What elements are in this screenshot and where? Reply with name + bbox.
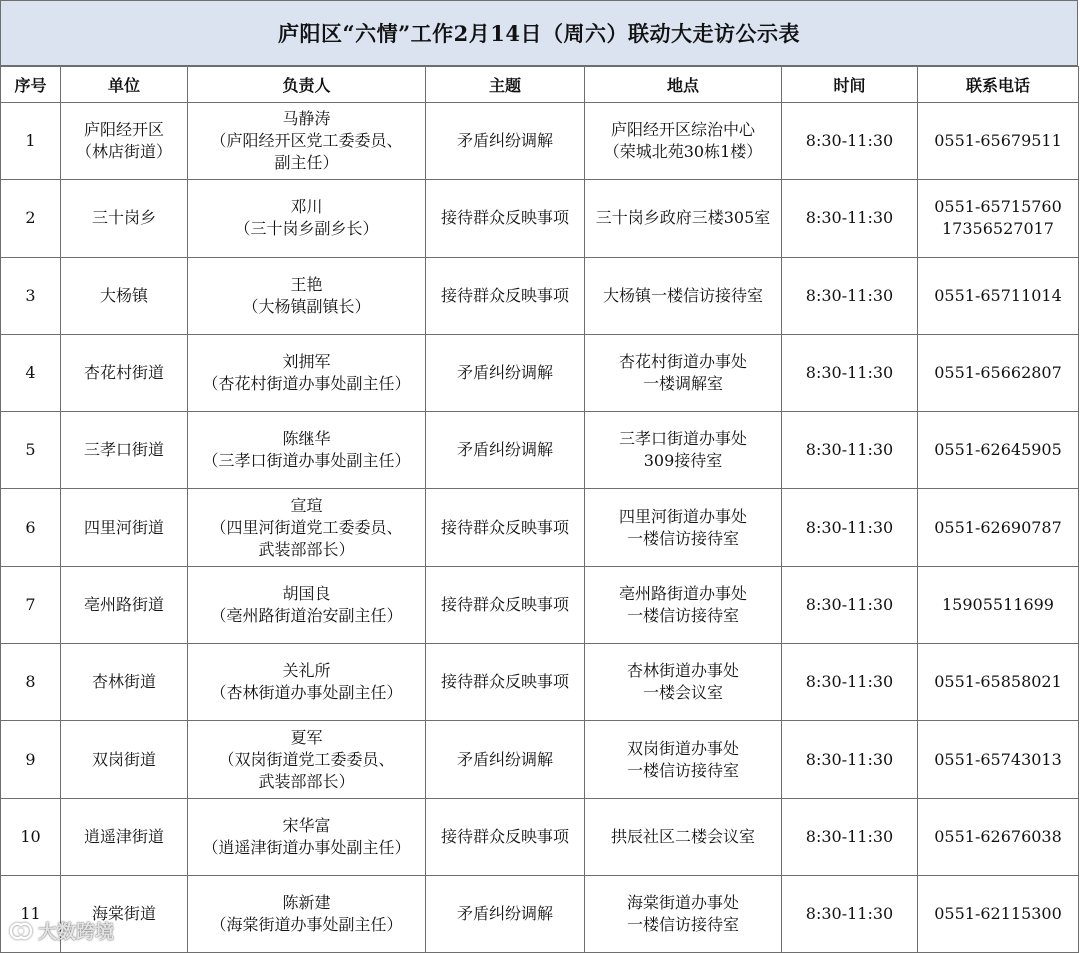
cell-person-line: （四里河街道党工委委员、 [210, 517, 403, 537]
cell-time: 8:30-11:30 [782, 489, 918, 566]
cell-place-line: 大杨镇一楼信访接待室 [602, 285, 763, 305]
cell-place-line: 一楼信访接待室 [626, 605, 739, 625]
cell-place-line: （荣城北苑30栋1楼） [603, 142, 763, 162]
cell-no: 10 [1, 798, 61, 875]
cell-person-line: 副主任） [274, 153, 339, 173]
cell-person [188, 489, 426, 566]
cell-place [585, 334, 782, 411]
cell-person [188, 875, 426, 952]
cell-no: 8 [1, 644, 61, 721]
cell-topic-line: 接待群众反映事项 [440, 208, 569, 228]
cell-phone-line: 0551-65743013 [934, 749, 1062, 769]
cell-place [585, 798, 782, 875]
cell-phone [918, 334, 1079, 411]
cell-person-line: （亳州路街道治安副主任） [210, 605, 403, 625]
cell-phone [918, 489, 1079, 566]
cell-time: 8:30-11:30 [782, 103, 918, 180]
cell-topic-line: 接待群众反映事项 [440, 285, 569, 305]
cell-person-line: 刘拥军 [282, 352, 331, 372]
table-row [1, 334, 1079, 411]
cell-phone-line: 0551-65858021 [934, 672, 1062, 692]
cell-place-line: 一楼会议室 [642, 683, 723, 703]
table-body [1, 103, 1079, 953]
cell-unit [61, 875, 188, 952]
cell-topic [426, 798, 585, 875]
cell-unit-line: 三孝口街道 [83, 440, 164, 460]
cell-topic-line: 矛盾纠纷调解 [456, 749, 553, 769]
column-header-place: 地点 [585, 67, 782, 103]
table-row [1, 875, 1079, 952]
cell-unit [61, 334, 188, 411]
cell-person [188, 334, 426, 411]
cell-place-line: 一楼调解室 [642, 374, 723, 394]
cell-unit [61, 644, 188, 721]
cell-place-line: 一楼信访接待室 [626, 915, 739, 935]
cell-place [585, 721, 782, 798]
cell-person-line: 陈继华 [282, 429, 331, 449]
cell-topic [426, 334, 585, 411]
cell-no: 4 [1, 334, 61, 411]
cell-no: 6 [1, 489, 61, 566]
cell-no: 11 [1, 875, 61, 952]
cell-topic [426, 257, 585, 334]
cell-topic [426, 721, 585, 798]
cell-person-line: （大杨镇副镇长） [242, 296, 371, 316]
cell-time: 8:30-11:30 [782, 334, 918, 411]
cell-topic-line: 矛盾纠纷调解 [456, 131, 553, 151]
cell-unit-line: 四里河街道 [83, 517, 164, 537]
cell-place [585, 180, 782, 257]
cell-phone [918, 644, 1079, 721]
cell-topic-line: 矛盾纠纷调解 [456, 363, 553, 383]
cell-person-line: 胡国良 [282, 583, 331, 603]
column-header-topic: 主题 [426, 67, 585, 103]
cell-unit-line: （林店街道） [75, 142, 172, 162]
cell-place [585, 644, 782, 721]
cell-phone [918, 257, 1079, 334]
cell-person [188, 644, 426, 721]
cell-topic [426, 566, 585, 643]
cell-phone-line: 0551-62676038 [934, 826, 1062, 846]
cell-topic [426, 412, 585, 489]
cell-no: 2 [1, 180, 61, 257]
cell-place [585, 875, 782, 952]
cell-phone [918, 103, 1079, 180]
cell-person [188, 798, 426, 875]
cell-person-line: （庐阳经开区党工委委员、 [210, 131, 403, 151]
cell-unit-line: 庐阳经开区 [83, 120, 164, 140]
cell-unit-line: 大杨镇 [99, 285, 148, 305]
cell-phone-line: 0551-62645905 [934, 440, 1062, 460]
table-row [1, 180, 1079, 257]
cell-person-line: （杏花村街道办事处副主任） [202, 374, 411, 394]
cell-time: 8:30-11:30 [782, 257, 918, 334]
cell-phone-line: 0551-62690787 [934, 517, 1062, 537]
cell-place-line: 三孝口街道办事处 [618, 429, 747, 449]
cell-topic-line: 接待群众反映事项 [440, 594, 569, 614]
table-row [1, 257, 1079, 334]
cell-unit [61, 103, 188, 180]
cell-time: 8:30-11:30 [782, 180, 918, 257]
table-row [1, 412, 1079, 489]
cell-person-line: （杏林街道办事处副主任） [210, 683, 403, 703]
cell-phone [918, 875, 1079, 952]
cell-time: 8:30-11:30 [782, 412, 918, 489]
cell-unit [61, 412, 188, 489]
table-row [1, 103, 1079, 180]
cell-unit-line: 逍遥津街道 [83, 826, 164, 846]
cell-no: 7 [1, 566, 61, 643]
cell-person-line: 夏军 [290, 727, 323, 747]
cell-time: 8:30-11:30 [782, 721, 918, 798]
cell-unit [61, 721, 188, 798]
cell-phone [918, 566, 1079, 643]
cell-time: 8:30-11:30 [782, 566, 918, 643]
cell-person-line: 宣瑄 [290, 495, 323, 515]
watermark-text: 大数跨境 [38, 921, 115, 943]
cell-place [585, 412, 782, 489]
cell-phone [918, 721, 1079, 798]
table-row [1, 489, 1079, 566]
cell-place-line: 一楼信访接待室 [626, 528, 739, 548]
cell-unit-line: 海棠街道 [91, 904, 156, 924]
table-row [1, 644, 1079, 721]
cell-place-line: 海棠街道办事处 [626, 893, 739, 913]
cell-person [188, 412, 426, 489]
cell-person-line: 马静涛 [282, 109, 331, 129]
cell-topic [426, 103, 585, 180]
cell-no: 1 [1, 103, 61, 180]
cell-phone [918, 180, 1079, 257]
cell-topic [426, 180, 585, 257]
cell-unit-line: 三十岗乡 [91, 208, 156, 228]
cell-place-line: 杏林街道办事处 [626, 661, 739, 681]
cell-place-line: 四里河街道办事处 [618, 506, 747, 526]
cell-person-line: （海棠街道办事处副主任） [210, 915, 403, 935]
cell-unit-line: 双岗街道 [91, 749, 156, 769]
cell-phone-line: 0551-65715760 [934, 197, 1062, 217]
cell-person-line: 王艳 [290, 274, 323, 294]
cell-person [188, 721, 426, 798]
cell-time: 8:30-11:30 [782, 798, 918, 875]
cell-person-line: 武装部部长） [258, 771, 355, 791]
cell-place-line: 309接待室 [643, 451, 723, 471]
cell-person [188, 103, 426, 180]
cell-phone [918, 798, 1079, 875]
table-row [1, 798, 1079, 875]
column-header-unit: 单位 [61, 67, 188, 103]
table-row [1, 721, 1079, 798]
cell-no: 3 [1, 257, 61, 334]
cell-place-line: 杏花村街道办事处 [618, 352, 747, 372]
cell-topic [426, 489, 585, 566]
cell-unit-line: 杏花村街道 [83, 363, 164, 383]
page-title: 庐阳区“六情”工作2月14日（周六）联动大走访公示表 [0, 0, 1078, 66]
cell-topic [426, 875, 585, 952]
cell-topic-line: 接待群众反映事项 [440, 672, 569, 692]
cell-phone [918, 412, 1079, 489]
cell-unit-line: 亳州路街道 [83, 594, 164, 614]
cell-unit [61, 566, 188, 643]
cell-place-line: 一楼信访接待室 [626, 760, 739, 780]
cell-place [585, 489, 782, 566]
cell-topic [426, 644, 585, 721]
cell-person-line: 武装部部长） [258, 539, 355, 559]
cell-person [188, 180, 426, 257]
cell-phone-line: 15905511699 [942, 594, 1054, 614]
cell-place-line: 双岗街道办事处 [626, 738, 739, 758]
cell-person-line: 宋华富 [282, 815, 331, 835]
cell-place-line: 三十岗乡政府三楼305室 [595, 208, 771, 228]
cell-unit [61, 798, 188, 875]
cell-phone-line: 0551-65662807 [934, 363, 1062, 383]
cell-time: 8:30-11:30 [782, 875, 918, 952]
cell-place-line: 亳州路街道办事处 [618, 583, 747, 603]
cell-phone-line: 0551-65711014 [934, 285, 1062, 305]
column-header-no: 序号 [1, 67, 61, 103]
cell-topic-line: 接待群众反映事项 [440, 826, 569, 846]
column-header-phone: 联系电话 [918, 67, 1079, 103]
table-row [1, 566, 1079, 643]
cell-person-line: （三十岗乡副乡长） [234, 219, 379, 239]
cell-place-line: 拱辰社区二楼会议室 [610, 826, 755, 846]
cell-unit [61, 257, 188, 334]
cell-person-line: （逍遥津街道办事处副主任） [202, 837, 411, 857]
visit-schedule-table [0, 66, 1079, 953]
cell-person-line: 陈新建 [282, 893, 331, 913]
cell-time: 8:30-11:30 [782, 644, 918, 721]
column-header-person: 负责人 [188, 67, 426, 103]
cell-person-line: 关礼所 [282, 661, 331, 681]
cell-place-line: 庐阳经开区综治中心 [610, 120, 755, 140]
cell-phone-line: 0551-65679511 [934, 131, 1062, 151]
cell-person [188, 257, 426, 334]
cell-no: 5 [1, 412, 61, 489]
table-header-row [1, 67, 1079, 103]
column-header-time: 时间 [782, 67, 918, 103]
cell-unit [61, 489, 188, 566]
cell-no: 9 [1, 721, 61, 798]
cell-place [585, 103, 782, 180]
cell-phone-line: 0551-62115300 [934, 904, 1062, 924]
cell-person-line: （三孝口街道办事处副主任） [202, 451, 411, 471]
cell-topic-line: 矛盾纠纷调解 [456, 904, 553, 924]
cell-unit [61, 180, 188, 257]
cell-person-line: 邓川 [290, 197, 323, 217]
cell-person [188, 566, 426, 643]
cell-topic-line: 接待群众反映事项 [440, 517, 569, 537]
cell-phone-line: 17356527017 [942, 219, 1054, 239]
cell-unit-line: 杏林街道 [91, 672, 156, 692]
cell-topic-line: 矛盾纠纷调解 [456, 440, 553, 460]
cell-place [585, 566, 782, 643]
cell-person-line: （双岗街道党工委委员、 [218, 749, 395, 769]
cell-place [585, 257, 782, 334]
